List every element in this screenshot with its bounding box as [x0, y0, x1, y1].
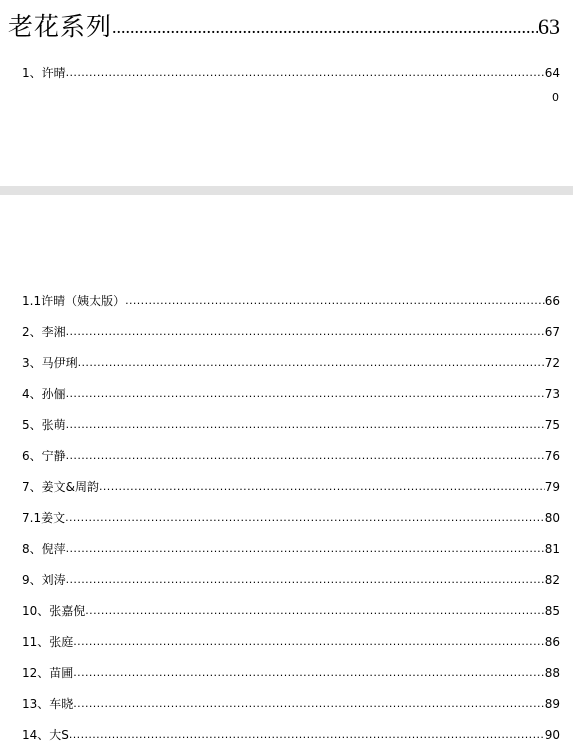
entry-page-number: 72 [544, 356, 560, 370]
entry-title: 12、苗圃 [22, 666, 74, 680]
toc-entry[interactable] [22, 446, 560, 464]
entry-title: 1、许晴 [22, 66, 66, 80]
dot-leader [112, 12, 538, 42]
entry-page-number: 89 [544, 697, 560, 711]
toc-entry[interactable] [22, 570, 560, 588]
dot-leader [73, 696, 544, 712]
dot-leader [78, 355, 545, 371]
entry-title: 14、大S [22, 728, 69, 742]
dot-leader [73, 665, 544, 681]
entry-title: 10、张嘉倪 [22, 604, 86, 618]
dot-leader [66, 386, 545, 402]
toc-entry[interactable] [22, 663, 560, 681]
entry-page-number: 80 [544, 511, 560, 525]
dot-leader [65, 510, 545, 526]
stray-page-digit: 0 [552, 91, 559, 104]
dot-leader [66, 65, 545, 81]
toc-entry[interactable] [22, 508, 560, 526]
entry-title: 5、张萌 [22, 418, 66, 432]
entry-title: 9、刘涛 [22, 573, 66, 587]
dot-leader [66, 572, 545, 588]
entry-page-number: 75 [544, 418, 560, 432]
entry-title: 3、马伊琍 [22, 356, 78, 370]
dot-leader [66, 417, 545, 433]
entry-page-number: 85 [544, 604, 560, 618]
dot-leader [85, 603, 544, 619]
entry-page-number: 82 [544, 573, 560, 587]
entry-title: 6、宁静 [22, 449, 66, 463]
entry-page-number: 67 [544, 325, 560, 339]
toc-entry[interactable] [22, 415, 560, 433]
entry-title: 8、倪萍 [22, 542, 66, 556]
toc-entry[interactable] [22, 291, 560, 309]
toc-entry[interactable] [22, 384, 560, 402]
toc-section-heading[interactable] [8, 8, 560, 42]
toc-entry[interactable] [22, 539, 560, 557]
document-page-bottom [0, 195, 573, 749]
dot-leader [66, 324, 545, 340]
entry-page-number: 86 [544, 635, 560, 649]
toc-entry[interactable] [22, 601, 560, 619]
toc-entry[interactable] [22, 63, 560, 81]
toc-entry[interactable] [22, 322, 560, 340]
entry-title: 1.1许晴（姨太版） [22, 294, 126, 308]
toc-entry[interactable] [22, 353, 560, 371]
section-page-number: 63 [538, 14, 560, 39]
entry-title: 7、姜文&周韵 [22, 480, 99, 494]
toc-entry[interactable] [22, 725, 560, 743]
entry-page-number: 79 [544, 480, 560, 494]
dot-leader [69, 727, 545, 743]
document-page-top [0, 0, 573, 186]
dot-leader [99, 479, 545, 495]
toc-entry[interactable] [22, 477, 560, 495]
entry-page-number: 66 [544, 294, 560, 308]
dot-leader [66, 448, 545, 464]
entry-page-number: 73 [544, 387, 560, 401]
entry-page-number: 90 [544, 728, 560, 742]
entry-title: 7.1姜文 [22, 511, 66, 525]
toc-entry[interactable] [22, 694, 560, 712]
entry-title: 2、李湘 [22, 325, 66, 339]
entry-title: 4、孙俪 [22, 387, 66, 401]
entry-page-number: 64 [544, 66, 560, 80]
section-title: 老花系列 [8, 12, 113, 41]
entry-page-number: 88 [544, 666, 560, 680]
dot-leader [73, 634, 544, 650]
entry-title: 13、车晓 [22, 697, 74, 711]
entry-title: 11、张庭 [22, 635, 74, 649]
dot-leader [66, 541, 545, 557]
page-separator [0, 186, 573, 195]
entry-page-number: 81 [544, 542, 560, 556]
dot-leader [125, 293, 545, 309]
toc-entry[interactable] [22, 632, 560, 650]
entry-page-number: 76 [544, 449, 560, 463]
